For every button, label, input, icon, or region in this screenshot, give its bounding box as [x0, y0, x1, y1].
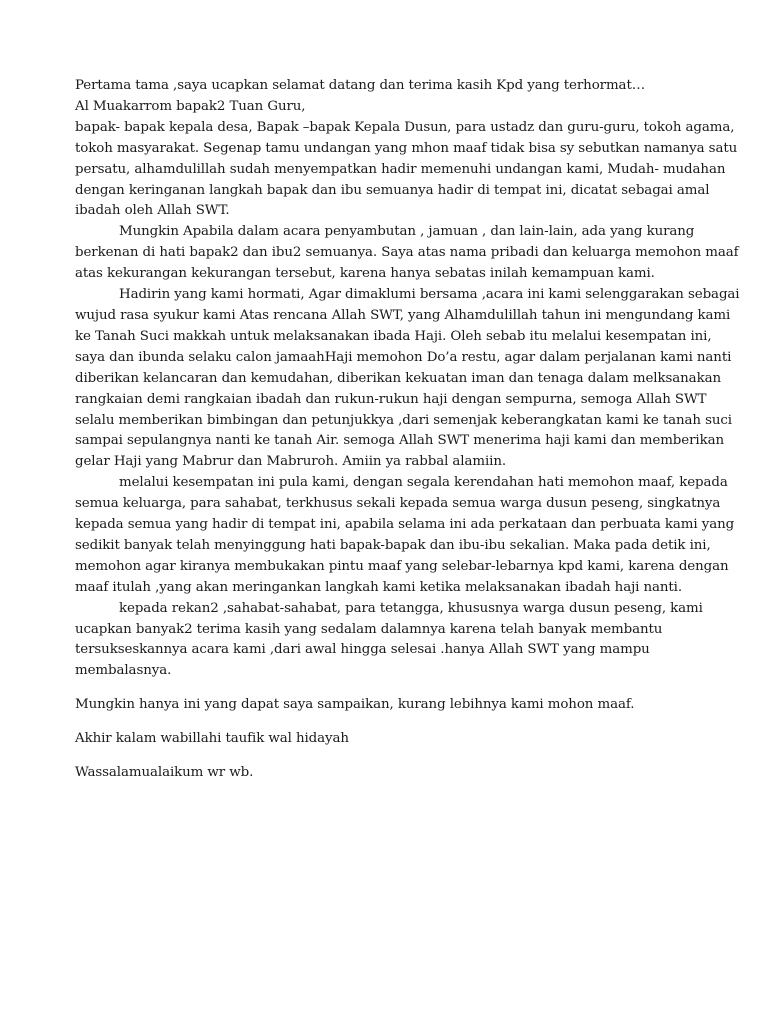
text-line: ke Tanah Suci makkah untuk melaksanakan ibada Haji. Oleh sebab itu melalui kesempatan ini, [75, 328, 712, 344]
apology-paragraph [75, 222, 739, 285]
opening-paragraph [75, 76, 738, 222]
thanks-paragraph [75, 599, 707, 683]
text-line: kepada semua yang hadir di tempat ini, apabila selama ini ada perkataan dan perbuata kami yang [75, 517, 735, 533]
forgiveness-paragraph [75, 473, 735, 598]
text-line: memohon agar kiranya membukakan pintu maaf yang selebar-lebarnya kpd kami, karena dengan [75, 558, 729, 574]
text-line: Mungkin Apabila dalam acara penyambutan , jamuan , dan lain-lain, ada yang kurang [119, 224, 695, 240]
text-line: rangkaian demi rangkaian ibadah dan rukun-rukun haji dengan sempurna, semoga Allah SWT [75, 391, 707, 407]
text-line: ibadah oleh Allah SWT. [75, 203, 230, 219]
text-line: tersukseskannya acara kami ,dari awal hingga selesai .hanya Allah SWT yang mampu [75, 642, 650, 658]
text-line: Hadirin yang kami hormati, Agar dimaklumi bersama ,acara ini kami selenggarakan sebagai [119, 287, 740, 303]
text-line: Pertama tama ,saya ucapkan selamat datang dan terima kasih Kpd yang terhormat… [75, 78, 646, 93]
text-line: ucapkan banyak2 terima kasih yang sedalam dalamnya karena telah banyak membantu [75, 621, 663, 637]
text-line: wujud rasa syukur kami Atas rencana Allah SWT, yang Alhamdulillah tahun ini mengundang kami [75, 307, 731, 323]
text-line: maaf itulah ,yang akan meringankan langkah kami ketika melaksanakan ibadah haji nanti. [75, 579, 683, 595]
text-line: semua keluarga, para sahabat, terkhusus sekali kepada semua warga dusun peseng, singkatnya [75, 496, 721, 512]
text-line: sampai sepulangnya nanti ke tanah Air. semoga Allah SWT menerima haji kami dan memberikan [75, 433, 724, 449]
text-line: atas kekurangan kekurangan tersebut, karena hanya sebatas inilah kemampuan kami. [75, 266, 655, 282]
text-line: membalasnya. [75, 663, 172, 679]
text-line: melalui kesempatan ini pula kami, dengan segala kerendahan hati memohon maaf, kepada [119, 475, 728, 491]
text-line: kepada rekan2 ,sahabat-sahabat, para tetangga, khususnya warga dusun peseng, kami [119, 600, 703, 616]
document-body [75, 76, 740, 784]
text-line: persatu, alhamdulillah sudah menyempatkan hadir memenuhi undangan kami, Mudah- mudahan [75, 161, 726, 177]
text-line: diberikan kelancaran dan kemudahan, diberikan kekuatan iman dan tenaga dalam melksanakan [75, 370, 721, 386]
text-line: bapak- bapak kepala desa, Bapak –bapak Kepala Dusun, para ustadz dan guru-guru, tokoh agama, [75, 119, 735, 135]
text-line: sedikit banyak telah menyinggung hati bapak-bapak dan ibu-ibu sekalian. Maka pada detik ini, [75, 537, 711, 553]
closing-greeting: Wassalamualaikum wr wb. [75, 765, 254, 781]
text-line: berkenan di hati bapak2 dan ibu2 semuanya. Saya atas nama pribadi dan keluarga memohon maaf [75, 245, 739, 261]
closing-apology: Mungkin hanya ini yang dapat saya sampaikan, kurang lebihnya kami mohon maaf. [75, 697, 635, 713]
closing-prayer: Akhir kalam wabillahi taufik wal hidayah [75, 731, 349, 747]
text-line: selalu memberikan bimbingan dan petunjukkya ,dari semenjak keberangkatan kami ke tanah suci [75, 412, 732, 428]
text-line: dengan keringanan langkah bapak dan ibu semuanya hadir di tempat ini, dicatat sebagai amal [75, 182, 710, 198]
hajj-paragraph [75, 285, 740, 473]
text-line: gelar Haji yang Mabrur dan Mabruroh. Amiin ya rabbal alamiin. [75, 454, 507, 470]
text-line: Al Muakarrom bapak2 Tuan Guru, [75, 98, 306, 114]
text-line: saya dan ibunda selaku calon jamaahHaji memohon Do’a restu, agar dalam perjalanan kami nanti [75, 349, 732, 365]
text-line: tokoh masyarakat. Segenap tamu undangan yang mhon maaf tidak bisa sy sebutkan namanya satu [75, 140, 738, 156]
